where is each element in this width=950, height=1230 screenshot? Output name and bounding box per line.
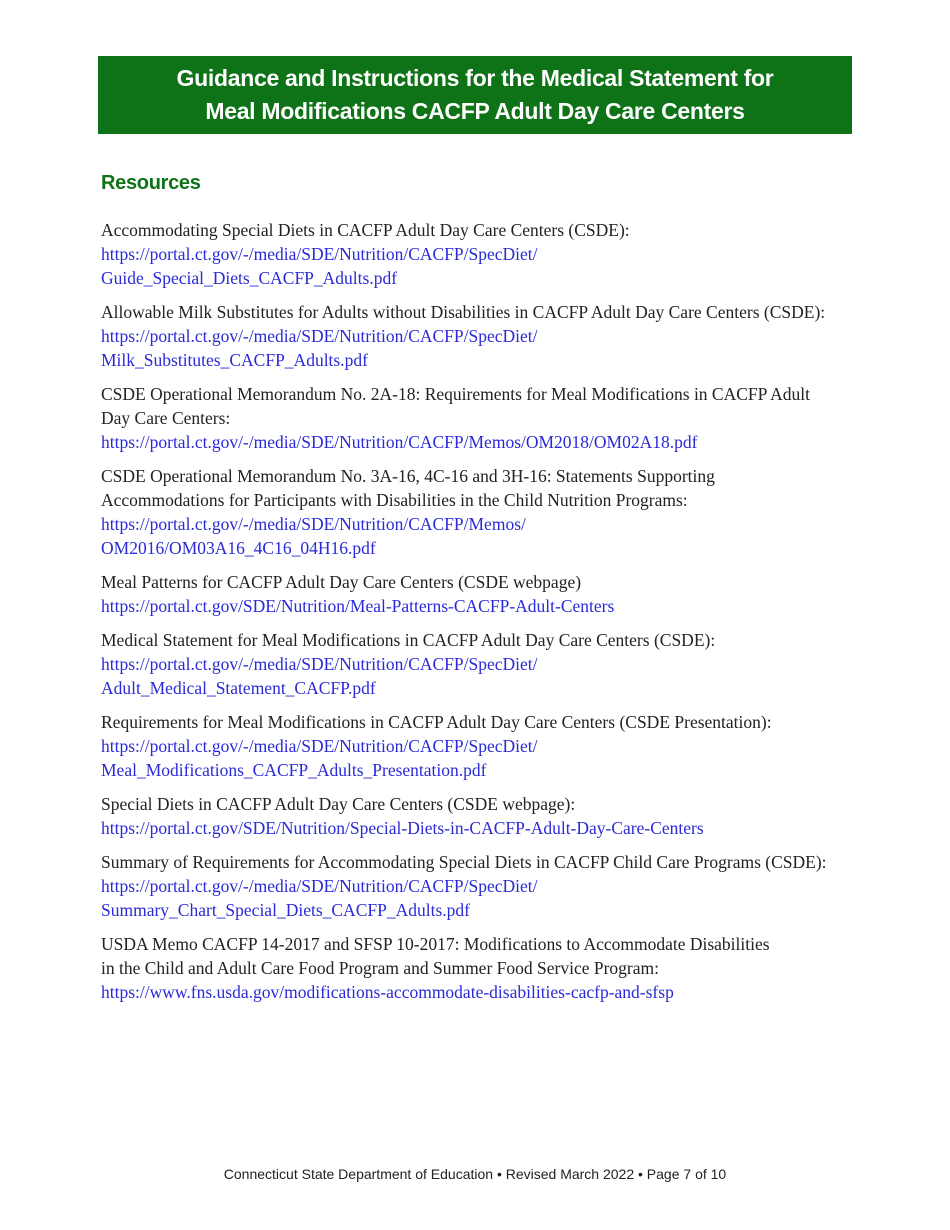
resource-description: CSDE Operational Memorandum No. 2A-18: Requirements for Meal Modifications in CACFP Adult (101, 384, 810, 404)
resource-link[interactable]: Summary_Chart_Special_Diets_CACFP_Adults.pdf (101, 900, 470, 920)
resource-description: Accommodations for Participants with Disabilities in the Child Nutrition Programs: (101, 490, 688, 510)
resource-description: in the Child and Adult Care Food Program and Summer Food Service Program: (101, 958, 659, 978)
resource-description: Requirements for Meal Modifications in CACFP Adult Day Care Centers (CSDE Presentation): (101, 712, 772, 732)
resource-description: Medical Statement for Meal Modifications in CACFP Adult Day Care Centers (CSDE): (101, 630, 716, 650)
resource-item (101, 710, 871, 782)
resource-link[interactable]: Meal_Modifications_CACFP_Adults_Presentation.pdf (101, 760, 487, 780)
resource-item (101, 850, 871, 922)
resource-description: Summary of Requirements for Accommodating Special Diets in CACFP Child Care Programs (CSDE): (101, 852, 827, 872)
resource-description: USDA Memo CACFP 14-2017 and SFSP 10-2017: Modifications to Accommodate Disabilities (101, 934, 770, 954)
resource-description: Allowable Milk Substitutes for Adults without Disabilities in CACFP Adult Day Care Centers (CSDE): (101, 302, 826, 322)
resource-link[interactable]: https://portal.ct.gov/-/media/SDE/Nutrition/CACFP/SpecDiet/ (101, 876, 538, 896)
resource-link[interactable]: OM2016/OM03A16_4C16_04H16.pdf (101, 538, 376, 558)
resource-link[interactable]: https://www.fns.usda.gov/modifications-accommodate-disabilities-cacfp-and-sfsp (101, 982, 674, 1002)
resource-item (101, 464, 871, 560)
resource-link[interactable]: https://portal.ct.gov/-/media/SDE/Nutrition/CACFP/Memos/ (101, 514, 526, 534)
resource-link[interactable]: Milk_Substitutes_CACFP_Adults.pdf (101, 350, 368, 370)
resource-link[interactable]: https://portal.ct.gov/-/media/SDE/Nutrition/CACFP/SpecDiet/ (101, 654, 538, 674)
resource-description: Accommodating Special Diets in CACFP Adult Day Care Centers (CSDE): (101, 220, 630, 240)
resource-item (101, 382, 871, 454)
resource-link[interactable]: https://portal.ct.gov/-/media/SDE/Nutrition/CACFP/SpecDiet/ (101, 244, 538, 264)
title-line-1: Guidance and Instructions for the Medical Statement for (176, 65, 774, 91)
resource-list (101, 218, 871, 1014)
resource-item (101, 932, 871, 1004)
section-heading: Resources (101, 172, 201, 194)
resource-link[interactable]: https://portal.ct.gov/-/media/SDE/Nutrition/CACFP/SpecDiet/ (101, 736, 538, 756)
resource-link[interactable]: https://portal.ct.gov/SDE/Nutrition/Meal-Patterns-CACFP-Adult-Centers (101, 596, 615, 616)
resource-item (101, 628, 871, 700)
resource-link[interactable]: Guide_Special_Diets_CACFP_Adults.pdf (101, 268, 398, 288)
resource-description: CSDE Operational Memorandum No. 3A-16, 4C-16 and 3H-16: Statements Supporting (101, 466, 715, 486)
resource-link[interactable]: https://portal.ct.gov/SDE/Nutrition/Special-Diets-in-CACFP-Adult-Day-Care-Centers (101, 818, 704, 838)
resource-item (101, 218, 871, 290)
resource-description: Day Care Centers: (101, 408, 231, 428)
resource-link[interactable]: Adult_Medical_Statement_CACFP.pdf (101, 678, 376, 698)
resource-item (101, 570, 871, 618)
resource-link[interactable]: https://portal.ct.gov/-/media/SDE/Nutrition/CACFP/SpecDiet/ (101, 326, 538, 346)
page-footer: Connecticut State Department of Education • Revised March 2022 • Page 7 of 10 (223, 1166, 727, 1182)
resource-item (101, 792, 871, 840)
resource-description: Special Diets in CACFP Adult Day Care Centers (CSDE webpage): (101, 794, 576, 814)
title-banner (98, 56, 852, 134)
resource-description: Meal Patterns for CACFP Adult Day Care Centers (CSDE webpage) (101, 572, 582, 592)
title-line-2: Meal Modifications CACFP Adult Day Care Centers (205, 98, 745, 124)
resource-item (101, 300, 871, 372)
resource-link[interactable]: https://portal.ct.gov/-/media/SDE/Nutrition/CACFP/Memos/OM2018/OM02A18.pdf (101, 432, 698, 452)
